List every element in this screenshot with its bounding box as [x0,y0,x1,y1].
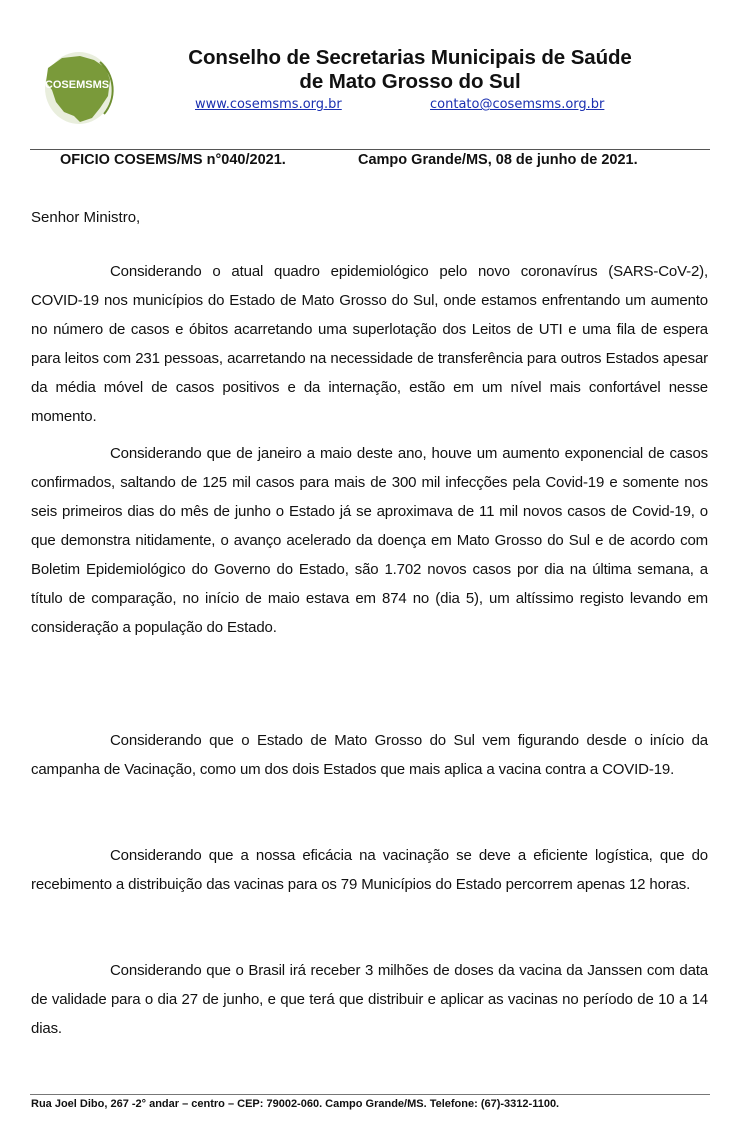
place-date: Campo Grande/MS, 08 de junho de 2021. [358,152,638,168]
footer-address: Rua Joel Dibo, 267 -2° andar – centro – CEP: 79002-060. Campo Grande/MS. Telefone: (67)-3312-1100. [31,1098,560,1110]
logo-text: COSEMSMS [44,79,110,91]
website-link[interactable]: www.cosemsms.org.br [195,97,342,112]
salutation: Senhor Ministro, [31,209,141,226]
title-line-2: de Mato Grosso do Sul [299,70,521,93]
title-line-1: Conselho de Secretarias Municipais de Saúde [188,46,632,69]
paragraph-2: Considerando que de janeiro a maio deste ano, houve um aumento exponencial de casos confirmados, saltando de 125 mil casos para mais de 300 mil infecções pela Covid-19 e somente nos seis primeiros dias do mês de junho o Estado já se aproximava de 11 mil novos casos de Covid-19, o que demonstra nitidamente, o avanço acelerado da doença em Mato Grosso do Sul e de acordo com Boletim Epidemiológico do Governo do Estado, são 1.702 novos casos por dia na última semana, a título de comparação, no início de maio estava em 874 no (dia 5), um altíssimo registo levando em consideração a população do Estado. [31,445,708,636]
email-link[interactable]: contato@cosemsms.org.br [430,97,605,112]
footer-divider [30,1094,710,1095]
contact-links [0,97,750,117]
paragraph-5: Considerando que o Brasil irá receber 3 milhões de doses da vacina da Janssen com data de validade para o dia 27 de junho, e que terá que distribuir e aplicar as vacinas no período de 10 a 14 dias. [31,962,708,1037]
paragraph-1: Considerando o atual quadro epidemiológico pelo novo coronavírus (SARS-CoV-2), COVID-19 nos municípios do Estado de Mato Grosso do Sul, onde estamos enfrentando um aumento no número de casos e óbitos acarretando uma superlotação dos Leitos de UTI e uma fila de espera para leitos com 231 pessoas, acarretando na necessidade de transferência para outros Estados apesar da média móvel de casos positivos e da internação, estão em um nível mais confortável nesse momento. [31,263,708,425]
header-divider [30,149,710,150]
organization-title [160,46,660,94]
office-number: OFICIO COSEMS/MS n°040/2021. [60,152,286,168]
paragraph-3: Considerando que o Estado de Mato Grosso do Sul vem figurando desde o início da campanha de Vacinação, como um dos dois Estados que mais aplica a vacina contra a COVID-19. [31,732,708,778]
paragraph-4: Considerando que a nossa eficácia na vacinação se deve a eficiente logística, que do recebimento a distribuição das vacinas para os 79 Municípios do Estado percorrem apenas 12 horas. [31,847,708,893]
